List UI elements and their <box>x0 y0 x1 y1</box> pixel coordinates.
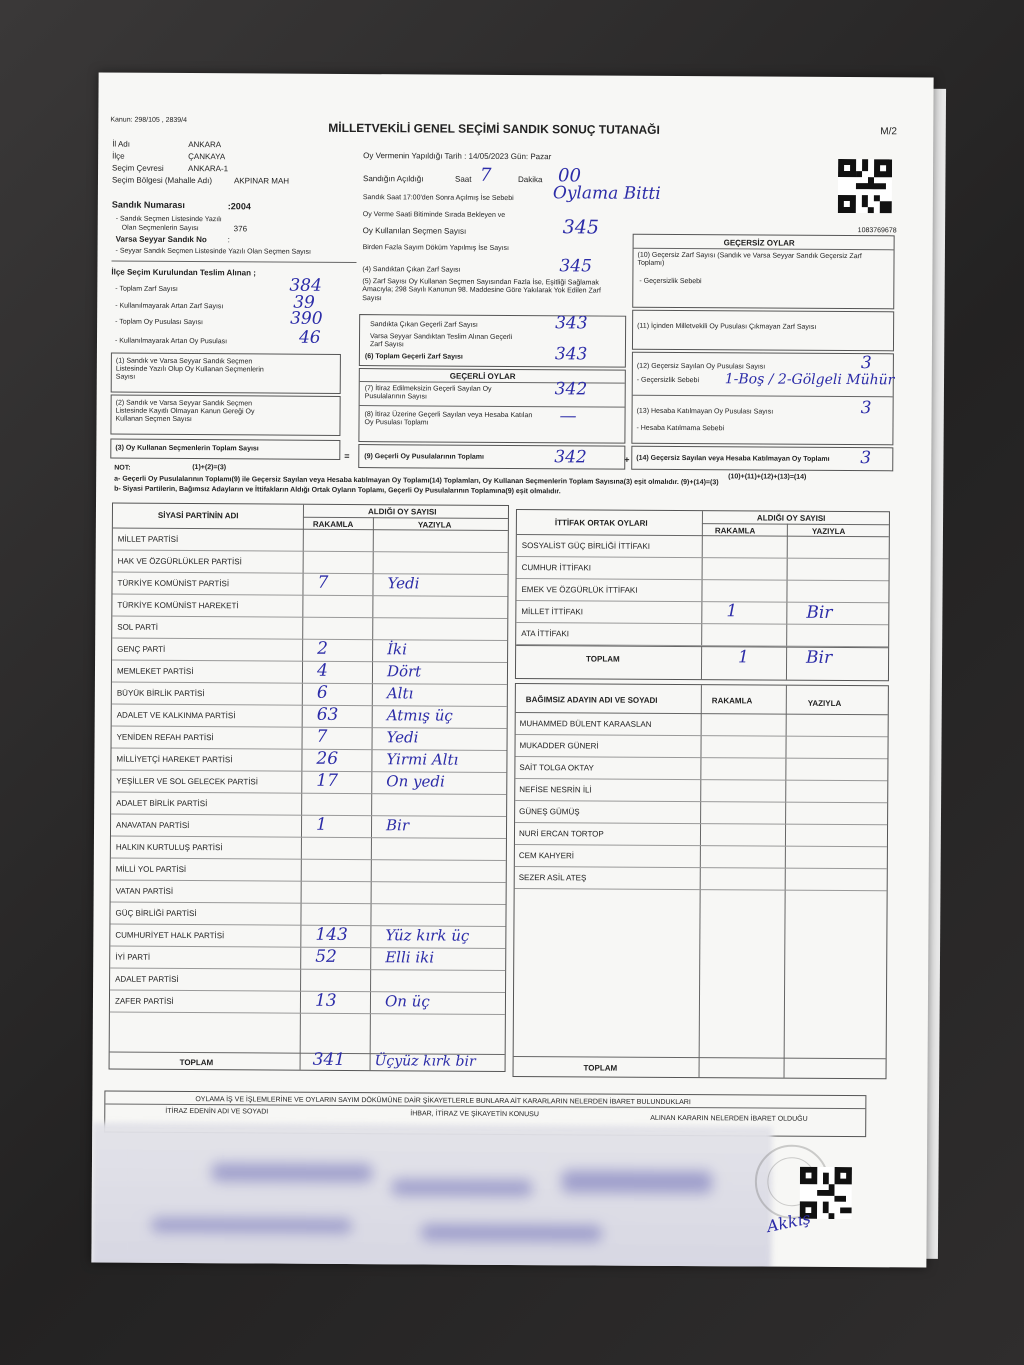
party-name: GENÇ PARTİ <box>117 644 166 654</box>
form-id: M/2 <box>880 126 898 138</box>
party-votes-words: Elli iki <box>385 948 435 967</box>
alliance-votes-words: Bir <box>806 602 833 623</box>
objections-section: OYLAMA İŞ VE İŞLEMLERİNE VE OYLARIN SAYIM DÖKÜMÜNE DAİR ŞİKAYETLERLE BUNLARA AİT KARARLARIN NELERDEN İBARET BULUNDUKLARI İTİRAZ EDENİN ADI VE SOYADI İHBAR, İTİRAZ VE ŞİKAYETİN KONUSU ALINAN KARARIN NELERDEN İBARET OLDUĞU <box>104 1091 866 1138</box>
party-name: HAK VE ÖZGÜRLÜKLER PARTİSİ <box>117 556 242 567</box>
r12-r13-box: (12) Geçersiz Sayılan Oy Pusulası Sayısı 3 - Geçersizlik Sebebi 1-Boş / 2-Gölgeli Mühür (13) Hesaba Katılmayan Oy Pusulası Sayısı 3 - Hesaba Katılmama Sebebi <box>631 352 894 446</box>
party-votes-words: Altı <box>386 684 414 703</box>
party-name: TÜRKİYE KOMÜNİST PARTİSİ <box>117 578 230 589</box>
parties-total-words: Üçyüz kırk bir <box>374 1053 476 1070</box>
party-name: SOL PARTİ <box>117 622 159 632</box>
vote-date: Oy Vermenin Yapıldığı Tarih : 14/05/2023 Gün: Pazar <box>363 151 552 162</box>
table-row <box>515 866 887 891</box>
party-name: YENİDEN REFAH PARTİSİ <box>116 732 214 743</box>
party-votes-digits: 17 <box>316 770 339 791</box>
party-votes-words: On yedi <box>386 772 445 791</box>
r11-box: (11) İçinden Milletvekili Oy Pusulası Çıkmayan Zarf Sayısı <box>632 310 894 352</box>
invalid-14: 3 <box>860 448 872 469</box>
box-1: (1) Sandık ve Varsa Seyyar Sandık Seçmen Listesinde Yazılı Olup Oy Kullanan Seçmenlerin Sayısı <box>111 353 341 394</box>
location-block: İl Adı ANKARA İlçe ÇANKAYA Seçim Çevresi ANKARA-1 Seçim Bölgesi (Mahalle Adı) AKPINAR MAH <box>111 139 290 186</box>
party-name: VATAN PARTİSİ <box>115 886 174 896</box>
party-name: MİLLİYETÇİ HAREKET PARTİSİ <box>116 754 233 765</box>
envelopes-out: 345 <box>559 256 592 277</box>
valid-envelopes: 343 <box>555 313 588 334</box>
unused-envelopes: 39 <box>293 292 315 313</box>
alliances-table: İTTİFAK ORTAK OYLARI ALDIĞI OY SAYISI RAKAMLA YAZIYLA SOSYALİST GÜÇ BİRLİĞİ İTTİFAKI CUMHUR İTTİFAKI EMEK VE ÖZGÜRLÜK İTTİFAKI MİLLET İTTİFAKI 1 Bir ATA İTTİFAKI TOPLAM 1 Bir <box>515 509 890 681</box>
alliance-votes-digits: 1 <box>726 601 738 622</box>
table-row <box>110 990 505 1015</box>
party-votes-digits: 1 <box>315 814 327 835</box>
party-votes-digits: 4 <box>316 660 328 681</box>
valid-votes-7: 342 <box>554 379 588 400</box>
r14-box: (14) Geçersiz Sayılan veya Hesaba Katılmayan Oy Toplamı 3 <box>631 446 893 472</box>
party-name: ZAFER PARTİSİ <box>114 996 174 1006</box>
party-name: GÜÇ BİRLİĞİ PARTİSİ <box>115 908 197 919</box>
qr-code-icon <box>838 159 892 218</box>
valid-votes-9: 342 <box>554 447 587 468</box>
party-name: TÜRKİYE KOMÜNİST HAREKETİ <box>117 600 239 611</box>
party-votes-digits: 13 <box>314 990 337 1011</box>
party-name: MİLLİ YOL PARTİSİ <box>115 864 187 875</box>
independent-name: CEM KAHYERİ <box>518 851 575 861</box>
after17-reason: Oylama Bitti <box>552 183 661 204</box>
party-votes-digits: 63 <box>316 704 339 725</box>
alliance-name: MİLLET İTTİFAKI <box>521 607 584 617</box>
party-votes-words: Yedi <box>387 574 420 593</box>
parties-total-digits: 341 <box>312 1049 346 1070</box>
alliance-name: EMEK VE ÖZGÜRLÜK İTTİFAKI <box>521 585 638 595</box>
party-votes-digits: 7 <box>317 572 329 593</box>
note-a: a- Geçerli Oy Pusulalarının Toplamı(9) ile Geçersiz Sayılan veya Hesaba katılmayan Oy Toplamı(14) Toplamları, Oy Kullanan Seçmenlerin Toplam Sayısına(3) eşit olmalıdır. (9)+(14)=(3) <box>114 475 719 487</box>
independent-name: MUHAMMED BÜLENT KARAASLAN <box>519 719 652 729</box>
party-name: MİLLET PARTİSİ <box>117 534 179 544</box>
invalid-votes-box: GEÇERSİZ OYLAR (10) Geçersiz Zarf Sayısı (Sandık ve Varsa Seyyar Sandık Geçersiz Zarf Toplamı) - Geçersizlik Sebebi <box>632 234 894 310</box>
invalid-12-reason: 1-Boş / 2-Gölgeli Mühür <box>724 371 895 389</box>
province: ANKARA <box>188 140 222 150</box>
party-name: ADALET BİRLİK PARTİSİ <box>116 798 208 809</box>
invalid-12: 3 <box>860 353 872 374</box>
party-name: BÜYÜK BİRLİK PARTİSİ <box>116 688 205 699</box>
alliances-total-words: Bir <box>806 647 833 668</box>
party-name: CUMHURİYET HALK PARTİSİ <box>115 930 225 941</box>
redacted-signatures <box>91 1122 772 1267</box>
barcode-number: 1083769678 <box>857 227 897 235</box>
opening-minute: 00 <box>557 165 581 187</box>
neighbourhood: AKPINAR MAH <box>233 176 290 186</box>
note-b: b- Siyasi Partilerin, Bağımsız Adayların ve İttifakların Aldığı Ortak Oyların Toplamı, Geçerli Oy Pusulalarının Toplamına(9) eşit olmalıdır. <box>114 485 561 496</box>
party-name: İYİ PARTİ <box>115 952 151 962</box>
party-votes-digits: 2 <box>317 638 329 659</box>
independent-name: SAİT TOLGA OKTAY <box>519 763 594 773</box>
results-form: Kanun: 298/105 , 2839/4 MİLLETVEKİLİ GENEL SEÇİMİ SANDIK SONUÇ TUTANAĞI M/2 1083769678 İl Adı ANKARA İlçe ÇANKAYA Seçim Çevresi ANKARA-1 Seçim Bölgesi (Mahalle Adı) AKPINAR MAH Sandık Numarası :2004 - Sandık Seçmen Listesinde Yazılı Olan Seçmenlerin Sayısı 376 Varsa Seyyar Sandık No : - Seyyar Sandık Seçmen Listesinde Yazılı Olan Seçmen Sayısı Oy Vermenin Yapıldığı Tarih : 14/05/2023 Gün: Pazar Sandığın Açıldığı Saat 7 Dakika 00 Sandık Saat 17:00'den Sonra Açılmış İse Sebebi Oylama Bitti Oy Verme Saati Bitiminde Sırada Bekleyen ve Oy Kullanılan Seçmen Sayısı 345 Birden Fazla Sayım Döküm Yapılmış İse Sayısı İlçe Seçim Kurulundan Teslim Alınan ; - Toplam Zarf Sayısı 384 - Kullanılmayarak Artan Zarf Sayısı 39 - Toplam Oy Pusulası Sayısı 390 - Kullanılmayarak Artan Oy Pusulası 46 (1) Sandık ve Varsa Seyyar Sandık Seçmen Listesinde Yazılı Olup Oy Kullanan Seçmenlerin Sayısı (2) Sandık ve Varsa Seyyar Sandık Seçmen Listesinde Kayıtlı Olmayan Kanun Gereği Oy Kullanan Seçmen Sayısı (3) Oy Kullanan Seçmenlerin Toplam Sayısı = (4) Sandıktan Çıkan Zarf Sayısı 345 (5) Zarf Sayısı Oy Kullanan Seçmen Sayısından Fazla İse, Eşitliği Sağlamak Amacıyla; 298 Sayılı Kanunun 98. Maddesine Göre Yakılarak Yok Edilen Zarf Sayısı Sandıkta Çıkan Geçerli Zarf Sayısı 343 Varsa Seyyar Sandıktan Teslim Alınan Geçerli Zarf Sayısı (6) Toplam Geçerli Zarf Sayısı 343 GEÇERLİ OYLAR (7) İtiraz Edilmeksizin Geçerli Sayılan Oy Pusulalarının Sayısı 342 (8) İtiraz Üzerine Geçerli Sayılan veya Hesaba Katılan Oy Pusulası Toplamı — (9) Geçerli Oy Pusulalarının Toplamı 342 + GEÇERSİZ OYLAR (10) Geçersiz Zarf Sayısı (Sandık ve Varsa Seyyar Sandık Geçersiz Zarf Toplamı) - Geçersizlik Sebebi (11) İçinden Milletvekili Oy Pusulası Çıkmayan Zarf Sayısı (12) Geçersiz Sayılan Oy Pusulası Sayısı 3 - Geçersizlik Sebebi 1-Boş / 2-Gölgeli Mühür (13) Hesaba Katılmayan Oy Pusulası Sayısı 3 - Hesaba Katılmama Sebebi (14) Geçersiz Sayılan veya Hesaba Katılmayan Oy Toplamı 3 NOT: (1)+(2)=(3) (10)+(11)+(12)+(13)=(14) a- Geçerli Oy Pusulalarının Toplamı(9) ile Geçersiz Sayılan veya Hesaba katılmayan Oy Toplamı(14) Toplamları, Oy Kullanan Seçmenlerin Toplam Sayısına(3) eşit olmalıdır. (9)+(14)=(3) b- Siyasi Partilerin, Bağımsız Adayların ve İttifakların Aldığı Ortak Oyların Toplamı, Geçerli Oy Pusulalarının Toplamına(9) eşit olmalıdır. SİYASİ PARTİNİN ADI ALDIĞI OY SAYISI RAKAMLA YAZIYLA MİLLET PARTİSİ HAK VE ÖZGÜRLÜKLER PARTİSİ TÜRKİYE KOMÜNİST PARTİSİ 7 Yedi TÜRKİYE KOMÜNİST HAREKETİ SOL PARTİ GENÇ PARTİ 2 İki MEMLEKET PARTİSİ 4 Dört BÜYÜK BİRLİK PARTİSİ 6 Altı ADALET VE KALKINMA PARTİSİ 63 Atmış üç YENİDEN REFAH PARTİSİ 7 Yedi MİLLİYETÇİ HAREKET PARTİSİ 26 Yirmi Altı YEŞİLLER VE SOL GELECEK PARTİSİ 17 On yedi ADALET BİRLİK PARTİSİ ANAVATAN PARTİSİ 1 Bir HALKIN KURTULUŞ PARTİSİ MİLLİ YOL PARTİSİ VATAN PARTİSİ GÜÇ BİRLİĞİ PARTİSİ CUMHURİYET HALK PARTİSİ 143 Yüz kırk üç İYİ PARTİ 52 Elli iki ADALET PARTİSİ ZAFER PARTİSİ 13 On üç TOPLAM 341 Üçyüz kırk bir İTTİFAK ORTAK OYLARI ALDIĞI OY SAYISI RAKAMLA YAZIYLA SOSYALİST GÜÇ BİRLİĞİ İTTİFAKI CUMHUR İTTİFAKI EMEK VE ÖZGÜRLÜK İTTİFAKI MİLLET İTTİFAKI 1 Bir ATA İTTİFAKI TOPLAM 1 Bir BAĞIMSIZ ADAYIN ADI VE SOYADI RAKAMLA YAZIYLA MUHAMMED BÜLENT KARAASLAN MUKADDER GÜNERİ SAİT TOLGA OKTAY NEFİSE NESRİN İLİ GÜNEŞ GÜMÜŞ NURİ ERCAN TORTOP CEM KAHYERİ SEZER ASİL ATEŞ TOPLAM OYLAMA İŞ VE İŞLEMLERİNE VE OYLARIN SAYIM DÖKÜMÜNE DAİR ŞİKAYETLERLE BUNLARA AİT KARARLARIN NELERDEN İBARET BULUNDUKLARI İTİRAZ EDENİN ADI VE SOYADI İHBAR, İTİRAZ VE ŞİKAYETİN KONUSU ALINAN KARARIN NELERDEN İBARET OLDUĞU Akkış <box>91 72 933 1267</box>
party-votes-words: Atmış üç <box>386 706 453 725</box>
district: ÇANKAYA <box>188 152 226 162</box>
alliances-total-digits: 1 <box>738 647 749 668</box>
unused-ballots: 46 <box>298 327 321 348</box>
alliance-name: CUMHUR İTTİFAKI <box>521 563 591 573</box>
party-votes-digits: 143 <box>315 924 348 945</box>
party-votes-digits: 52 <box>315 946 337 967</box>
party-votes-words: İki <box>387 640 407 659</box>
party-votes-digits: 7 <box>316 726 328 747</box>
valid-envelope-box: Sandıkta Çıkan Geçerli Zarf Sayısı 343 Varsa Seyyar Sandıktan Teslim Alınan Geçerli Zarf Sayısı (6) Toplam Geçerli Zarf Sayısı 343 <box>359 314 626 368</box>
independent-name: NURİ ERCAN TORTOP <box>518 829 604 839</box>
party-votes-words: Bir <box>385 816 410 835</box>
total-ballots: 390 <box>290 308 323 329</box>
party-votes-words: On üç <box>384 992 430 1011</box>
independent-name: GÜNEŞ GÜMÜŞ <box>519 807 580 817</box>
party-votes-digits: 26 <box>316 748 339 769</box>
constituency: ANKARA-1 <box>188 164 229 174</box>
independent-name: NEFİSE NESRİN İLİ <box>519 785 592 795</box>
box-3: (3) Oy Kullanan Seçmenlerin Toplam Sayısı <box>110 439 340 460</box>
signature: Akkış <box>765 1208 813 1236</box>
parties-table: SİYASİ PARTİNİN ADI ALDIĞI OY SAYISI RAKAMLA YAZIYLA MİLLET PARTİSİ HAK VE ÖZGÜRLÜKLER PARTİSİ TÜRKİYE KOMÜNİST PARTİSİ 7 Yedi TÜRKİYE KOMÜNİST HAREKETİ SOL PARTİ GENÇ PARTİ 2 İki MEMLEKET PARTİSİ 4 Dört BÜYÜK BİRLİK PARTİSİ 6 Altı ADALET VE KALKINMA PARTİSİ 63 Atmış üç YENİDEN REFAH PARTİSİ 7 Yedi MİLLİYETÇİ HAREKET PARTİSİ 26 Yirmi Altı YEŞİLLER VE SOL GELECEK PARTİSİ 17 On yedi ADALET BİRLİK PARTİSİ ANAVATAN PARTİSİ 1 Bir HALKIN KURTULUŞ PARTİSİ MİLLİ YOL PARTİSİ VATAN PARTİSİ GÜÇ BİRLİĞİ PARTİSİ CUMHURİYET HALK PARTİSİ 143 Yüz kırk üç İYİ PARTİ 52 Elli iki ADALET PARTİSİ ZAFER PARTİSİ 13 On üç TOPLAM 341 Üçyüz kırk bir <box>109 503 509 1072</box>
law-code: Kanun: 298/105 , 2839/4 <box>110 116 188 125</box>
independents-table: BAĞIMSIZ ADAYIN ADI VE SOYADI RAKAMLA YAZIYLA MUHAMMED BÜLENT KARAASLAN MUKADDER GÜNERİ SAİT TOLGA OKTAY NEFİSE NESRİN İLİ GÜNEŞ GÜMÜŞ NURİ ERCAN TORTOP CEM KAHYERİ SEZER ASİL ATEŞ TOPLAM <box>513 683 889 1079</box>
voters-used: 345 <box>562 216 600 239</box>
party-name: HALKIN KURTULUŞ PARTİSİ <box>115 842 223 853</box>
independent-name: SEZER ASİL ATEŞ <box>518 873 587 883</box>
party-name: ANAVATAN PARTİSİ <box>116 820 190 831</box>
invalid-13: 3 <box>860 398 872 419</box>
registered-voters: 376 <box>233 224 248 234</box>
party-votes-words: Dört <box>386 662 422 681</box>
election-board-rows: - Toplam Zarf Sayısı 384 - Kullanılmayarak Artan Zarf Sayısı 39 - Toplam Oy Pusulası Sayısı 390 - Kullanılmayarak Artan Oy Pusulası 46 <box>114 275 323 348</box>
independent-name: MUKADDER GÜNERİ <box>519 741 599 751</box>
party-votes-digits: 6 <box>316 682 328 703</box>
box-2: (2) Sandık ve Varsa Seyyar Sandık Seçmen Listesinde Kayıtlı Olmayan Kanun Gereği Oy Kullanan Seçmen Sayısı <box>110 395 340 436</box>
party-votes-words: Yirmi Altı <box>386 750 459 769</box>
total-valid-envelopes: 343 <box>554 344 588 365</box>
table-row <box>516 622 888 647</box>
alliance-name: SOSYALİST GÜÇ BİRLİĞİ İTTİFAKI <box>521 541 650 551</box>
valid-votes-total-box: (9) Geçerli Oy Pusulalarının Toplamı 342 <box>358 444 625 470</box>
party-votes-words: Yedi <box>386 728 419 747</box>
party-name: ADALET PARTİSİ <box>115 974 179 984</box>
form-title: MİLLETVEKİLİ GENEL SEÇİMİ SANDIK SONUÇ TUTANAĞI <box>328 120 660 137</box>
party-votes-words: Yüz kırk üç <box>385 926 470 945</box>
party-name: MEMLEKET PARTİSİ <box>116 666 194 677</box>
alliance-name: ATA İTTİFAKI <box>521 629 569 639</box>
party-name: YEŞİLLER VE SOL GELECEK PARTİSİ <box>116 776 259 787</box>
party-name: ADALET VE KALKINMA PARTİSİ <box>116 710 236 721</box>
ballot-box-number: :2004 <box>227 201 251 212</box>
total-envelopes: 384 <box>289 275 322 296</box>
valid-votes-box: GEÇERLİ OYLAR (7) İtiraz Edilmeksizin Geçerli Sayılan Oy Pusulalarının Sayısı 342 (8) İtiraz Üzerine Geçerli Sayılan veya Hesaba Katılan Oy Pusulası Toplamı — <box>358 368 625 444</box>
valid-votes-8: — <box>559 406 577 427</box>
opening-hour: 7 <box>479 164 492 186</box>
